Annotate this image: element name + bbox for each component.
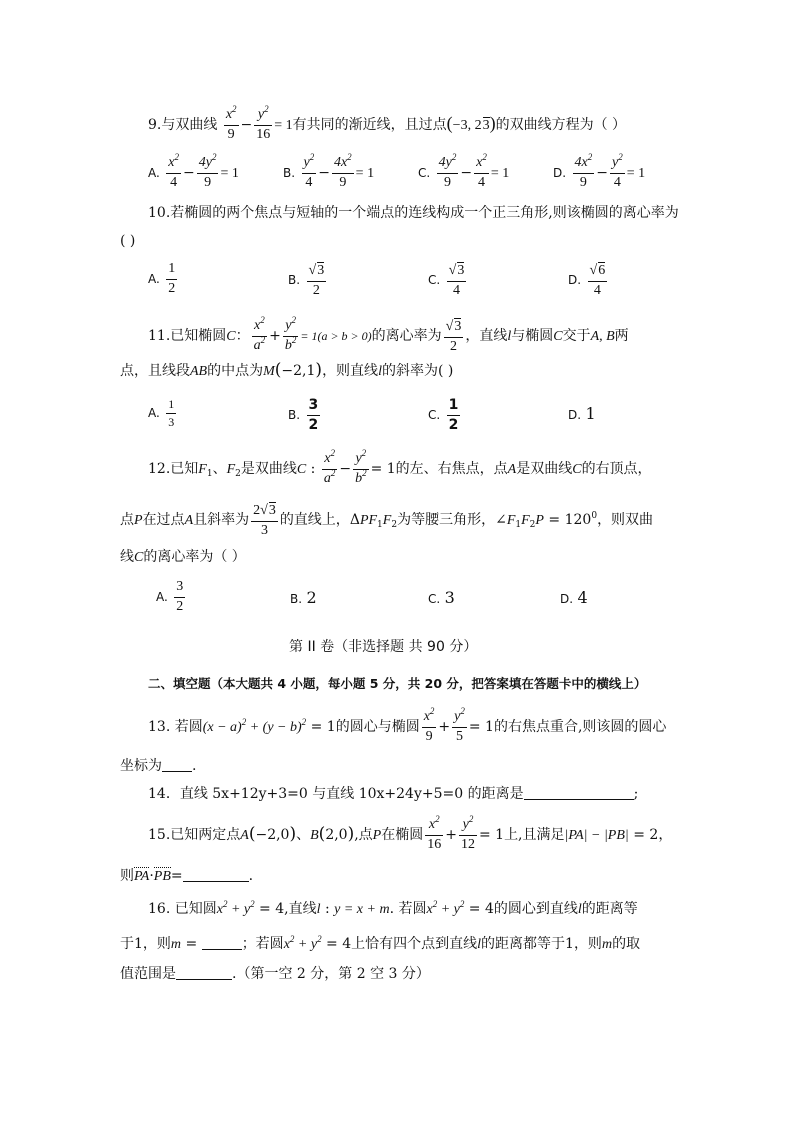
- q12-stem-line3: 线C的离心率为（ ）: [120, 549, 246, 565]
- q9-option-a[interactable]: A. $\frac{x^2}{4}$ − $\frac{4y^2}{9}$ = 1: [148, 152, 239, 190]
- section-2-title: 第 II 卷（非选择题 共 90 分）: [289, 639, 478, 655]
- q11-option-a[interactable]: A. $\frac{1}{3}$: [148, 397, 175, 429]
- q16-stem: 16. 已知圆$x^2 + y^2 = 4$,直线l : y = x + m. 若圆$x^2 + y^2 = 4$的圆心到直线l的距离等: [148, 899, 638, 917]
- q12-option-d[interactable]: D. 4: [560, 588, 588, 607]
- q12-stem: 12.已知$F_1$、$F_2$是双曲线C : $\frac{x^2}{a^2}$ − $\frac{y^2}{b^2}$ = 1的左、右焦点，点A是双曲线C的右顶点，: [148, 448, 652, 486]
- q13-stem-line2: 坐标为 .: [120, 758, 197, 774]
- q14-stem: 14．直线 5x+12y+3=0 与直线 10x+24y+5=0 的距离是 ;: [148, 786, 639, 802]
- q11-stem-line2: 点，且线段AB的中点为M(−2,1)，则直线l的斜率为( ): [120, 360, 454, 380]
- q12-option-b[interactable]: B. 2: [290, 588, 317, 607]
- q10-option-a[interactable]: A. $\frac{1}{2}$: [148, 261, 176, 296]
- q14-answer-blank[interactable]: [524, 786, 634, 800]
- q10-option-d[interactable]: D. $\frac{√6}{4}$: [568, 263, 606, 298]
- q11-option-c[interactable]: C. $\frac{1}{2}$: [428, 397, 459, 433]
- q15-stem: 15.已知两定点A(−2,0)、B(2,0),点P在椭圆 $\frac{x^2}{16}$ + $\frac{y^2}{12}$ = 1上,且满足|PA| − |PB| = 2，: [148, 814, 673, 852]
- q9-stem: 9.与双曲线 $\frac{x^2}{9}$ − $\frac{y^2}{16}$ = 1有共同的渐近线，且过点(−3, 23)的双曲线方程为（ ）: [148, 104, 627, 142]
- q10-paren: ( ): [120, 233, 136, 249]
- q10-stem: 10.若椭圆的两个焦点与短轴的一个端点的连线构成一个正三角形,则该椭圆的离心率为: [148, 205, 679, 221]
- q16-stem-line2: 于1，则m = ；若圆$x^2 + y^2 = 4$上恰有四个点到直线l的距离都等于1，则m的取: [120, 934, 641, 952]
- q16-stem-line3: 值范围是 .（第一空 2 分，第 2 空 3 分）: [120, 966, 430, 982]
- fill-in-section-header: 二、填空题（本大题共 4 小题，每小题 5 分，共 20 分，把答案填在答题卡中的横线上）: [148, 676, 647, 691]
- q16-answer-blank-2[interactable]: [176, 966, 232, 980]
- q15-stem-line2: 则PA·PB= .: [120, 868, 254, 884]
- q10-option-c[interactable]: C. $\frac{√3}{4}$: [428, 263, 465, 298]
- q13-stem: 13. 若圆$(x - a)^2 + (y - b)^2 = 1$的圆心与椭圆 $\frac{x^2}{9}$ + $\frac{y^2}{5}$ = 1的右焦点重合,则该圆的圆心: [148, 706, 667, 744]
- q9-option-c[interactable]: C. $\frac{4y^2}{9}$ − $\frac{x^2}{4}$ = 1: [418, 152, 510, 190]
- q12-stem-line2: 点P在过点A且斜率为 $\frac{2√3}{3}$ 的直线上，$\Delta PF_1F_2$为等腰三角形，$\angle F_1F_2P = 120^0$，则双曲: [120, 503, 654, 538]
- q11-stem: 11.已知椭圆C： $\frac{x^2}{a^2}$ + $\frac{y^2}{b^2}$ = 1(a > b > 0)的离心率为 $\frac{√3}{2}$ ，直线l与椭圆C交于A, B两: [148, 315, 629, 354]
- q9-option-d[interactable]: D. $\frac{4x^2}{9}$ − $\frac{y^2}{4}$ = 1: [553, 152, 646, 190]
- q15-answer-blank[interactable]: [183, 868, 249, 882]
- q11-option-d[interactable]: D. 1: [568, 404, 596, 423]
- q10-option-b[interactable]: B. $\frac{√3}{2}$: [288, 263, 325, 298]
- q12-option-a[interactable]: A. $\frac{3}{2}$: [156, 579, 184, 614]
- q11-option-b[interactable]: B. $\frac{3}{2}$: [288, 397, 319, 433]
- q13-answer-blank[interactable]: [162, 758, 192, 772]
- q9-option-b[interactable]: B. $\frac{y^2}{4}$ − $\frac{4x^2}{9}$ = 1: [283, 152, 375, 190]
- q16-answer-blank-1[interactable]: [202, 936, 242, 950]
- q12-option-c[interactable]: C. 3: [428, 588, 455, 607]
